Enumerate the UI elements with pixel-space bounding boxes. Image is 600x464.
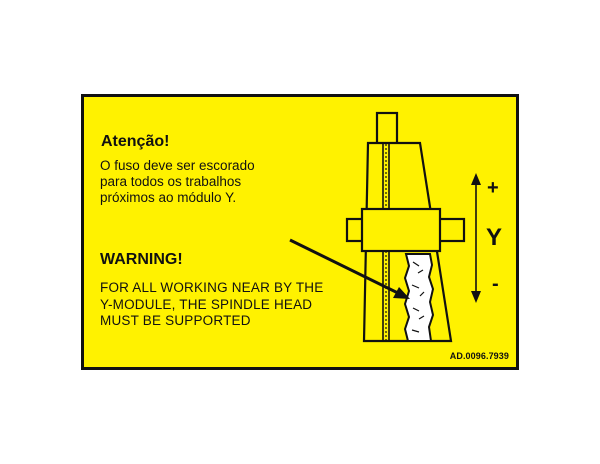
y-axis-label: Y: [486, 224, 503, 251]
part-number: AD.0096.7939: [449, 351, 509, 361]
portuguese-line: para todos os trabalhos: [100, 174, 242, 189]
y-minus-sign: -: [492, 273, 499, 295]
y-plus-sign: +: [487, 177, 499, 199]
english-line: FOR ALL WORKING NEAR BY THE: [100, 280, 324, 295]
spindle-diagram-icon: [84, 97, 516, 367]
portuguese-line: próximos ao módulo Y.: [100, 190, 237, 205]
english-line: Y-MODULE, THE SPINDLE HEAD: [100, 296, 313, 312]
y-axis-arrow-icon: [471, 173, 481, 303]
english-title: WARNING!: [100, 251, 183, 268]
english-line: MUST BE SUPPORTED: [100, 313, 251, 328]
warning-label: [81, 94, 519, 370]
portuguese-line: O fuso deve ser escorado: [100, 158, 255, 173]
portuguese-title: Atenção!: [101, 133, 170, 150]
